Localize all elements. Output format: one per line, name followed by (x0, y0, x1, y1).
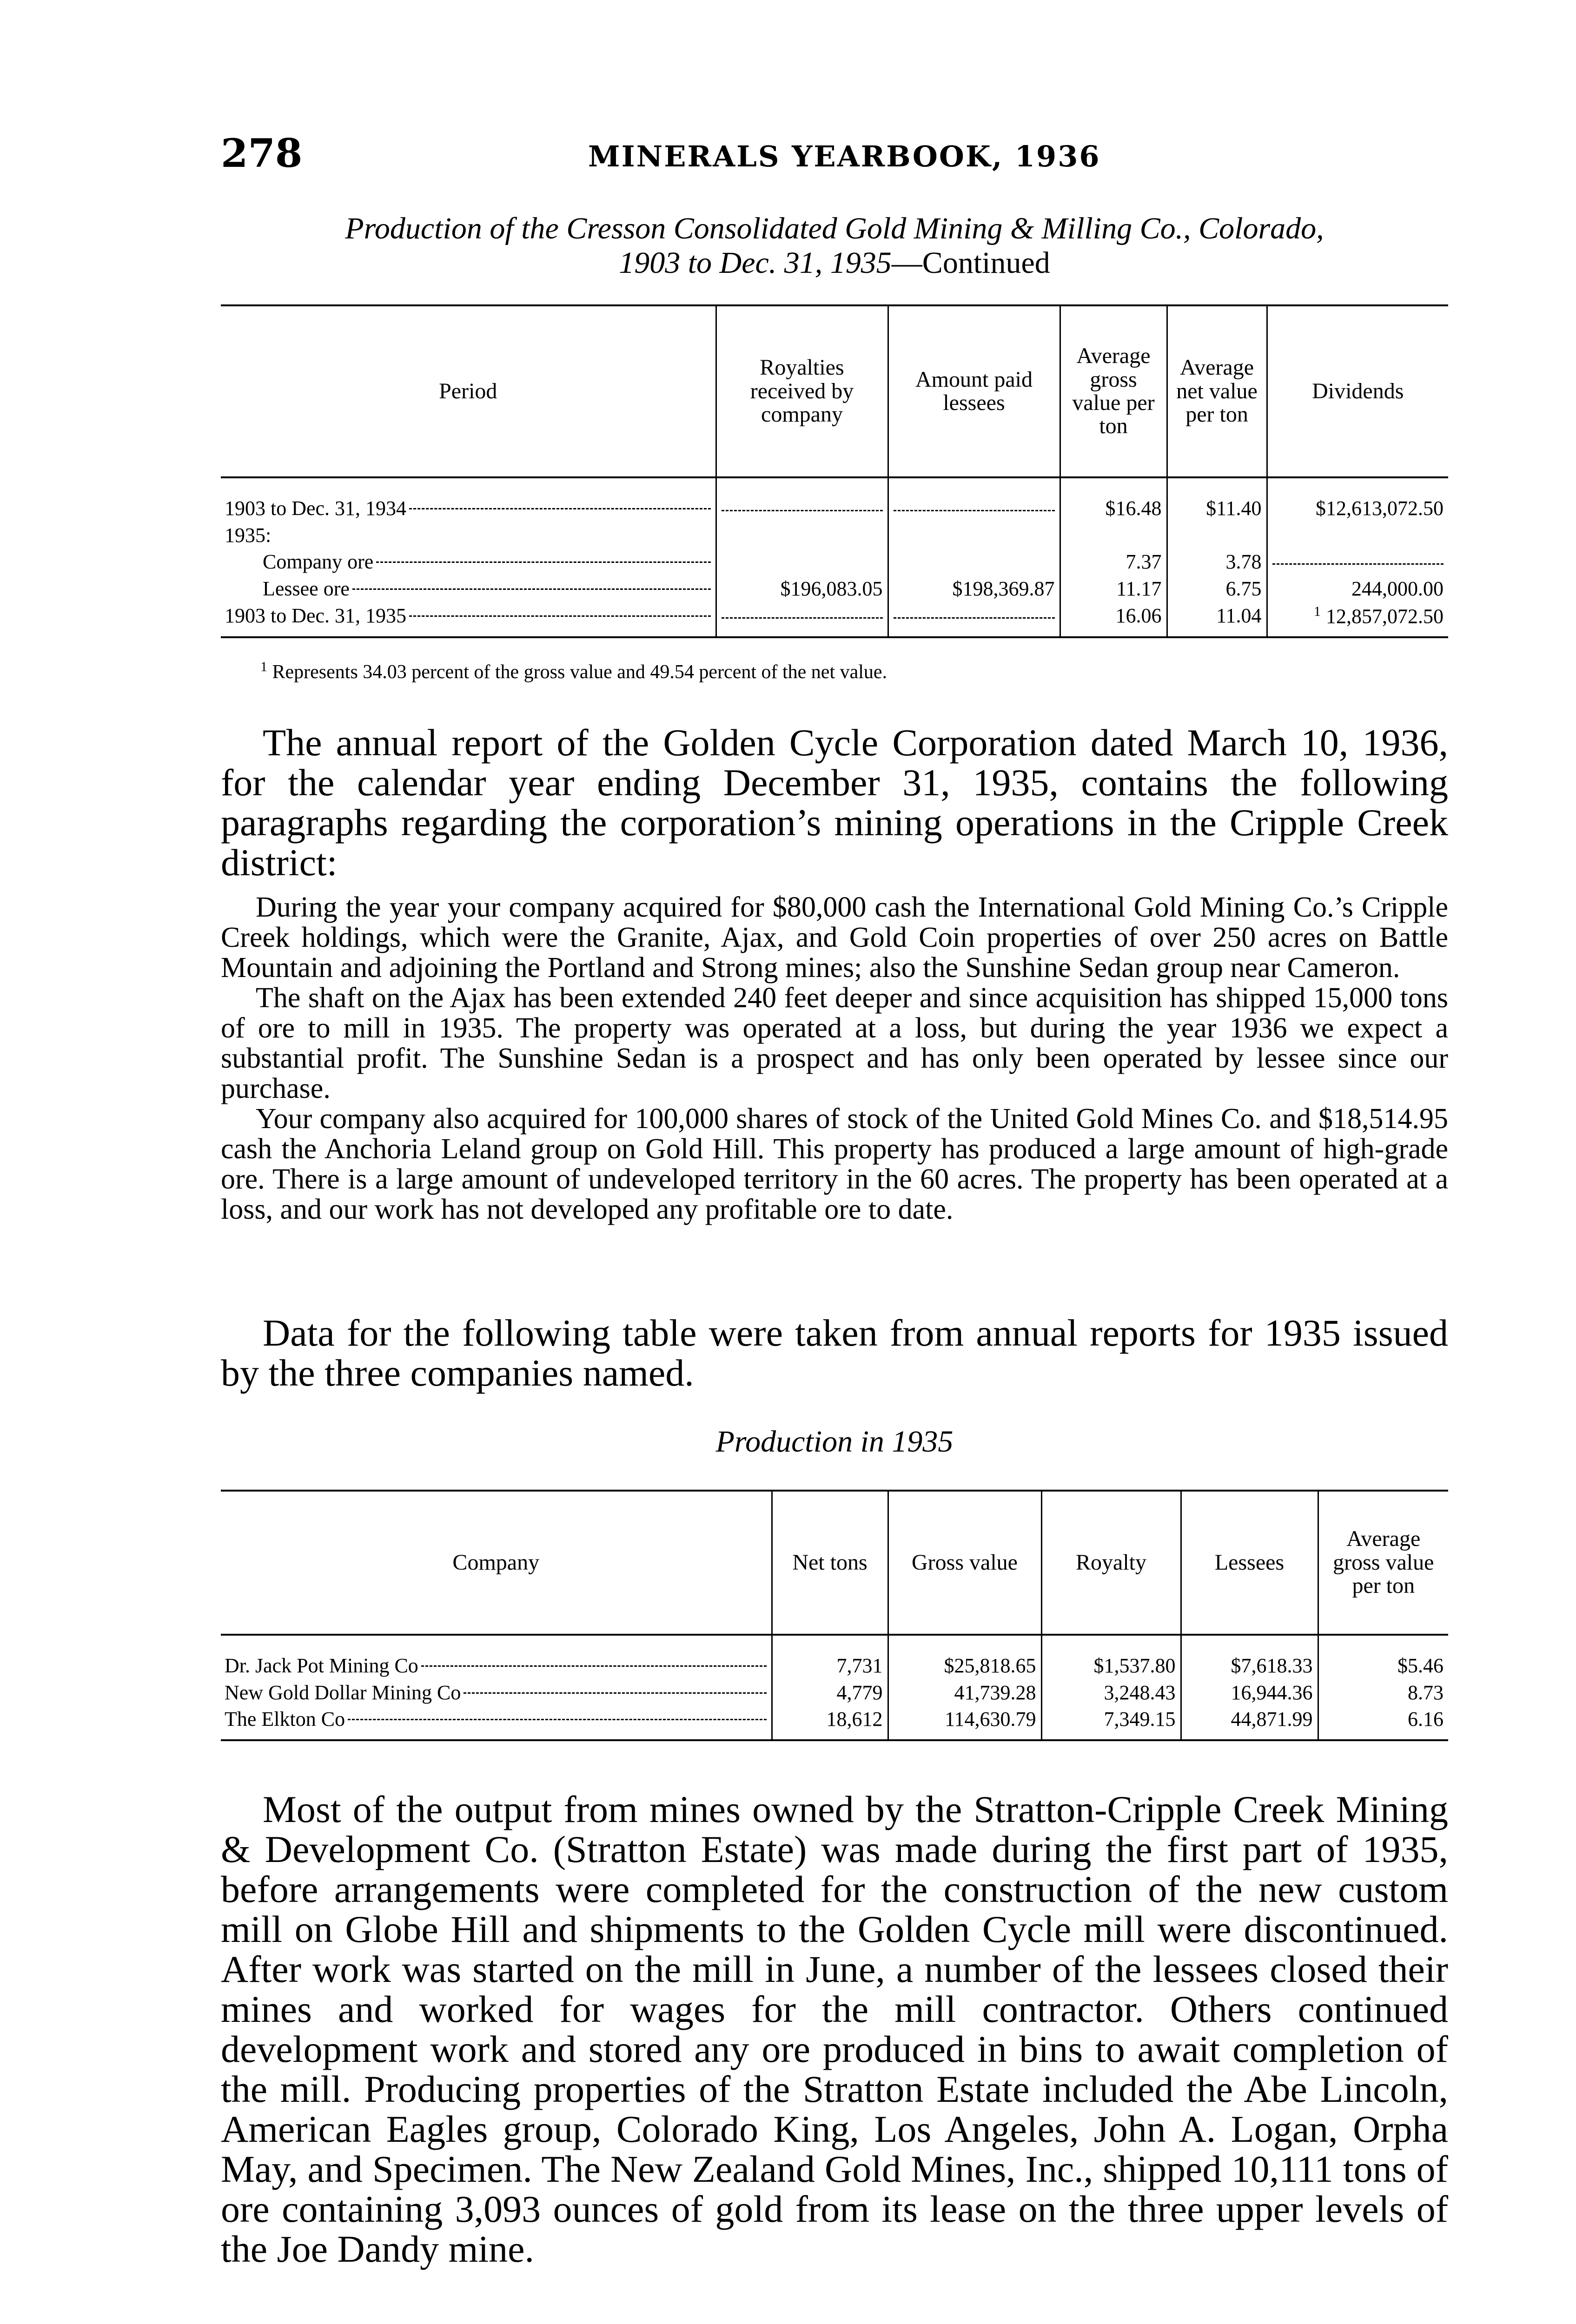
table2-company-text: The Elkton Co (225, 1708, 345, 1731)
table1-period-text: Company ore (263, 550, 374, 574)
table1-col-avg-net: Average net value per ton (1167, 305, 1267, 477)
table-row (221, 1635, 1448, 1679)
table1-col-dividends: Dividends (1267, 305, 1448, 477)
table1-cell-dividends: $12,613,072.50 (1267, 477, 1448, 522)
table2-cell-gross-value: 41,739.28 (888, 1679, 1041, 1706)
table1-period-text: 1903 to Dec. 31, 1935 (225, 604, 407, 627)
table1-cell-avg-gross: 16.06 (1060, 602, 1167, 637)
table2-cell-avg-gross: $5.46 (1318, 1635, 1448, 1679)
table1-caption-line2 (221, 246, 1448, 280)
footnote-marker: 1 (260, 659, 267, 674)
leader-dots (464, 1692, 766, 1694)
table1-cell-period (221, 602, 716, 637)
table1-header-row (221, 305, 1448, 477)
table1-cell-period: 1935: (225, 523, 271, 547)
table2-cell-avg-gross: 8.73 (1318, 1679, 1448, 1706)
table1-col-period: Period (221, 305, 716, 477)
table2-col-avg-gross: Average gross value per ton (1318, 1491, 1448, 1635)
table1-cell-dividends (1267, 548, 1448, 575)
table2-cell-lessees: 16,944.36 (1181, 1679, 1318, 1706)
footnote-text: Represents 34.03 percent of the gross value and 49.54 percent of the net value. (272, 661, 887, 683)
table2-header-row (221, 1491, 1448, 1635)
table2-cell-net-tons: 4,779 (772, 1679, 888, 1706)
quote-paragraph-1: During the year your company acquired for $80,000 cash the International Gold Mining Co.’s Cripple Creek holdings, which were the Granite, Ajax, and Gold Coin properties of over 250 acres on Battle Mountain and adjoining the Portland and Strong mines; also the Sunshine Sedan group near Cameron. (221, 891, 1448, 984)
table2-cell-royalty: 7,349.15 (1041, 1706, 1181, 1740)
table1-cell-avg-net: $11.40 (1167, 477, 1267, 522)
leader-dots (409, 615, 710, 617)
empty-cell-dashes (722, 510, 883, 511)
table2-col-net-tons: Net tons (772, 1491, 888, 1635)
table1-cell-period (221, 477, 716, 522)
table1-cell-royalties (716, 477, 888, 522)
table1-cell-amount-paid (888, 602, 1060, 637)
table1-cell-amount-paid (888, 477, 1060, 522)
table1-col-royalties: Royalties received by company (716, 305, 888, 477)
table1-dividends-value: 12,857,072.50 (1326, 605, 1444, 628)
table-row (221, 575, 1448, 602)
table1-caption (221, 211, 1448, 280)
table1-col-amount-paid: Amount paid lessees (888, 305, 1060, 477)
running-title: MINERALS YEARBOOK, 1936 (588, 139, 1101, 173)
table1-cell-amount-paid: $198,369.87 (888, 575, 1060, 602)
quote-paragraph-2: The shaft on the Ajax has been extended 240 feet deeper and since acquisition has shipped 15,000 tons of ore to mill in 1935. The property was operated at a loss, but during the year 1936 we expect a substantial profit. The Sunshine Sedan is a prospect and has only been operated by lessee since our purchase. (221, 982, 1448, 1104)
table1-caption-line1: Production of the Cresson Consolidated Gold Mining & Milling Co., Colorado, (345, 211, 1324, 245)
page-header (221, 130, 1448, 181)
table1-cell-amount-paid (888, 548, 1060, 575)
leader-dots (352, 588, 711, 590)
table1-cell-avg-gross: 11.17 (1060, 575, 1167, 602)
table1-caption-dates: 1903 to Dec. 31, 1935 (619, 245, 892, 280)
table-row (221, 1706, 1448, 1740)
table2-cell-gross-value: 114,630.79 (888, 1706, 1041, 1740)
table2-cell-company (221, 1706, 772, 1740)
leader-dots (421, 1665, 767, 1667)
table1-cell-period (221, 575, 716, 602)
quoted-report (221, 892, 1448, 1225)
table2-cell-net-tons: 7,731 (772, 1635, 888, 1679)
table2-col-lessees: Lessees (1181, 1491, 1318, 1635)
table-row (221, 477, 1448, 522)
table1 (221, 304, 1448, 638)
table2-company-text: Dr. Jack Pot Mining Co (225, 1654, 418, 1677)
table1-period-text: Lessee ore (263, 577, 350, 601)
table2-cell-lessees: $7,618.33 (1181, 1635, 1318, 1679)
table1-cell-avg-net: 3.78 (1167, 548, 1267, 575)
table1-cell-amount-paid (888, 522, 1060, 549)
table-row (221, 602, 1448, 637)
table1-cell-royalties (716, 522, 888, 549)
empty-cell-dashes (722, 617, 883, 619)
table2-cell-royalty: $1,537.80 (1041, 1635, 1181, 1679)
table1-cell-avg-net (1167, 522, 1267, 549)
table1-cell-royalties (716, 602, 888, 637)
table2-cell-gross-value: $25,818.65 (888, 1635, 1041, 1679)
table-row (221, 1679, 1448, 1706)
paragraph-1: The annual report of the Golden Cycle Corporation dated March 10, 1936, for the calendar year ending December 31, 1935, contains the following paragraphs regarding the corporation’s mining operations in the Cripple Creek district: (221, 721, 1448, 884)
table1-cell-avg-gross: $16.48 (1060, 477, 1167, 522)
footnote-marker: 1 (1314, 603, 1321, 619)
table1-cell-avg-net: 6.75 (1167, 575, 1267, 602)
empty-cell-dashes (894, 510, 1055, 511)
table2-caption: Production in 1935 (715, 1425, 954, 1459)
table2-company-text: New Gold Dollar Mining Co (225, 1681, 461, 1704)
table2-col-gross-value: Gross value (888, 1491, 1041, 1635)
table2 (221, 1490, 1448, 1741)
table2-cell-avg-gross: 6.16 (1318, 1706, 1448, 1740)
table2-cell-royalty: 3,248.43 (1041, 1679, 1181, 1706)
table1-cell-avg-net: 11.04 (1167, 602, 1267, 637)
table1-caption-continued: —Continued (891, 245, 1050, 280)
empty-cell-dashes (894, 617, 1055, 619)
leader-dots (409, 508, 710, 509)
page-number: 278 (221, 130, 303, 176)
table1-cell-royalties: $196,083.05 (716, 575, 888, 602)
quote-paragraph-3: Your company also acquired for 100,000 shares of stock of the United Gold Mines Co. and $18,514.95 cash the Anchoria Leland group on Gold Hill. This property has produced a large amount of high-grade ore. There is a large amount of undeveloped territory in the 60 acres. The property has been operated at a loss, and our work has not developed any profitable ore to date. (221, 1103, 1448, 1225)
table1-cell-royalties (716, 548, 888, 575)
table2-col-royalty: Royalty (1041, 1491, 1181, 1635)
table2-cell-company (221, 1679, 772, 1706)
table1-cell-avg-gross: 7.37 (1060, 548, 1167, 575)
table1-cell-dividends: 244,000.00 (1267, 575, 1448, 602)
table2-cell-company (221, 1635, 772, 1679)
table1-cell-period (221, 548, 716, 575)
table1-cell-dividends (1267, 602, 1448, 637)
table2-cell-lessees: 44,871.99 (1181, 1706, 1318, 1740)
leader-dots (348, 1719, 766, 1720)
paragraph-2: Data for the following table were taken from annual reports for 1935 issued by the three companies named. (221, 1312, 1448, 1394)
table1-period-text: 1903 to Dec. 31, 1934 (225, 497, 407, 520)
leader-dots (376, 561, 710, 563)
paragraph-3: Most of the output from mines owned by the Stratton-Cripple Creek Mining & Development Co. (Stratton Estate) was made during the first part of 1935, before arrangements were completed for the construction of the new custom mill on Globe Hill and shipments to the Golden Cycle mill were discontinued. After work was started on the mill in June, a number of the lessees closed their mines and worked for wages for the mill contractor. Others continued development work and stored any ore produced in bins to await completion of the mill. Producing properties of the Stratton Estate included the Abe Lincoln, American Eagles group, Colorado King, Los Angeles, John A. Logan, Orpha May, and Specimen. The New Zealand Gold Mines, Inc., shipped 10,111 tons of ore containing 3,093 ounces of gold from its lease on the three upper levels of the Joe Dandy mine. (221, 1788, 1448, 2270)
table1-cell-avg-gross (1060, 522, 1167, 549)
table1-footnote (260, 659, 887, 683)
table2-col-company: Company (221, 1491, 772, 1635)
table2-cell-net-tons: 18,612 (772, 1706, 888, 1740)
table-row (221, 522, 1448, 549)
table1-cell-dividends (1267, 522, 1448, 549)
table-row (221, 548, 1448, 575)
empty-cell-dashes (1272, 563, 1444, 565)
table1-col-avg-gross: Average gross value per ton (1060, 305, 1167, 477)
